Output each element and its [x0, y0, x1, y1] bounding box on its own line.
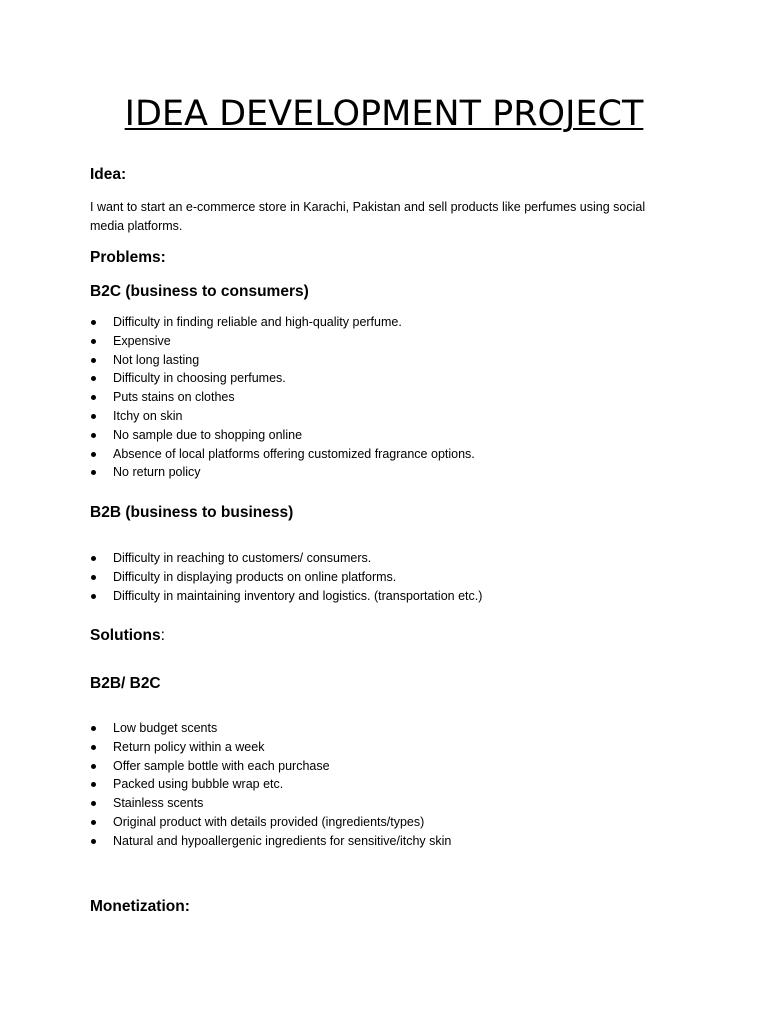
idea-heading: Idea:	[90, 166, 127, 183]
list-item: Original product with details provided (ingredients/types)	[90, 813, 451, 832]
b2b-heading: B2B (business to business)	[90, 504, 294, 521]
list-item: No sample due to shopping online	[90, 426, 475, 445]
list-item: Difficulty in maintaining inventory and logistics. (transportation etc.)	[90, 587, 482, 606]
solutions-heading-label: Solutions	[90, 627, 161, 644]
list-item: Difficulty in displaying products on online platforms.	[90, 568, 482, 587]
document-title: IDEA DEVELOPMENT PROJECT	[124, 94, 644, 134]
list-item: Return policy within a week	[90, 738, 451, 757]
list-item: Low budget scents	[90, 719, 451, 738]
b2c-problems-list	[90, 313, 475, 482]
list-item: Offer sample bottle with each purchase	[90, 757, 451, 776]
list-item: Not long lasting	[90, 351, 475, 370]
monetization-heading: Monetization:	[90, 898, 190, 915]
b2c-heading: B2C (business to consumers)	[90, 283, 309, 300]
solutions-heading	[90, 627, 165, 645]
list-item: Natural and hypoallergenic ingredients for sensitive/itchy skin	[90, 832, 451, 851]
list-item: No return policy	[90, 463, 475, 482]
b2b-b2c-heading: B2B/ B2C	[90, 675, 161, 692]
list-item: Puts stains on clothes	[90, 388, 475, 407]
list-item: Difficulty in reaching to customers/ consumers.	[90, 549, 482, 568]
list-item: Difficulty in finding reliable and high-quality perfume.	[90, 313, 475, 332]
list-item: Stainless scents	[90, 794, 451, 813]
solutions-heading-colon: :	[160, 627, 165, 644]
solutions-list	[90, 719, 451, 851]
b2b-problems-list	[90, 549, 482, 605]
problems-heading: Problems:	[90, 249, 166, 266]
idea-text: I want to start an e-commerce store in Karachi, Pakistan and sell products like perfumes using social media platforms.	[90, 200, 646, 233]
list-item: Packed using bubble wrap etc.	[90, 775, 451, 794]
list-item: Difficulty in choosing perfumes.	[90, 369, 475, 388]
list-item: Itchy on skin	[90, 407, 475, 426]
list-item: Absence of local platforms offering customized fragrance options.	[90, 445, 475, 464]
list-item: Expensive	[90, 332, 475, 351]
